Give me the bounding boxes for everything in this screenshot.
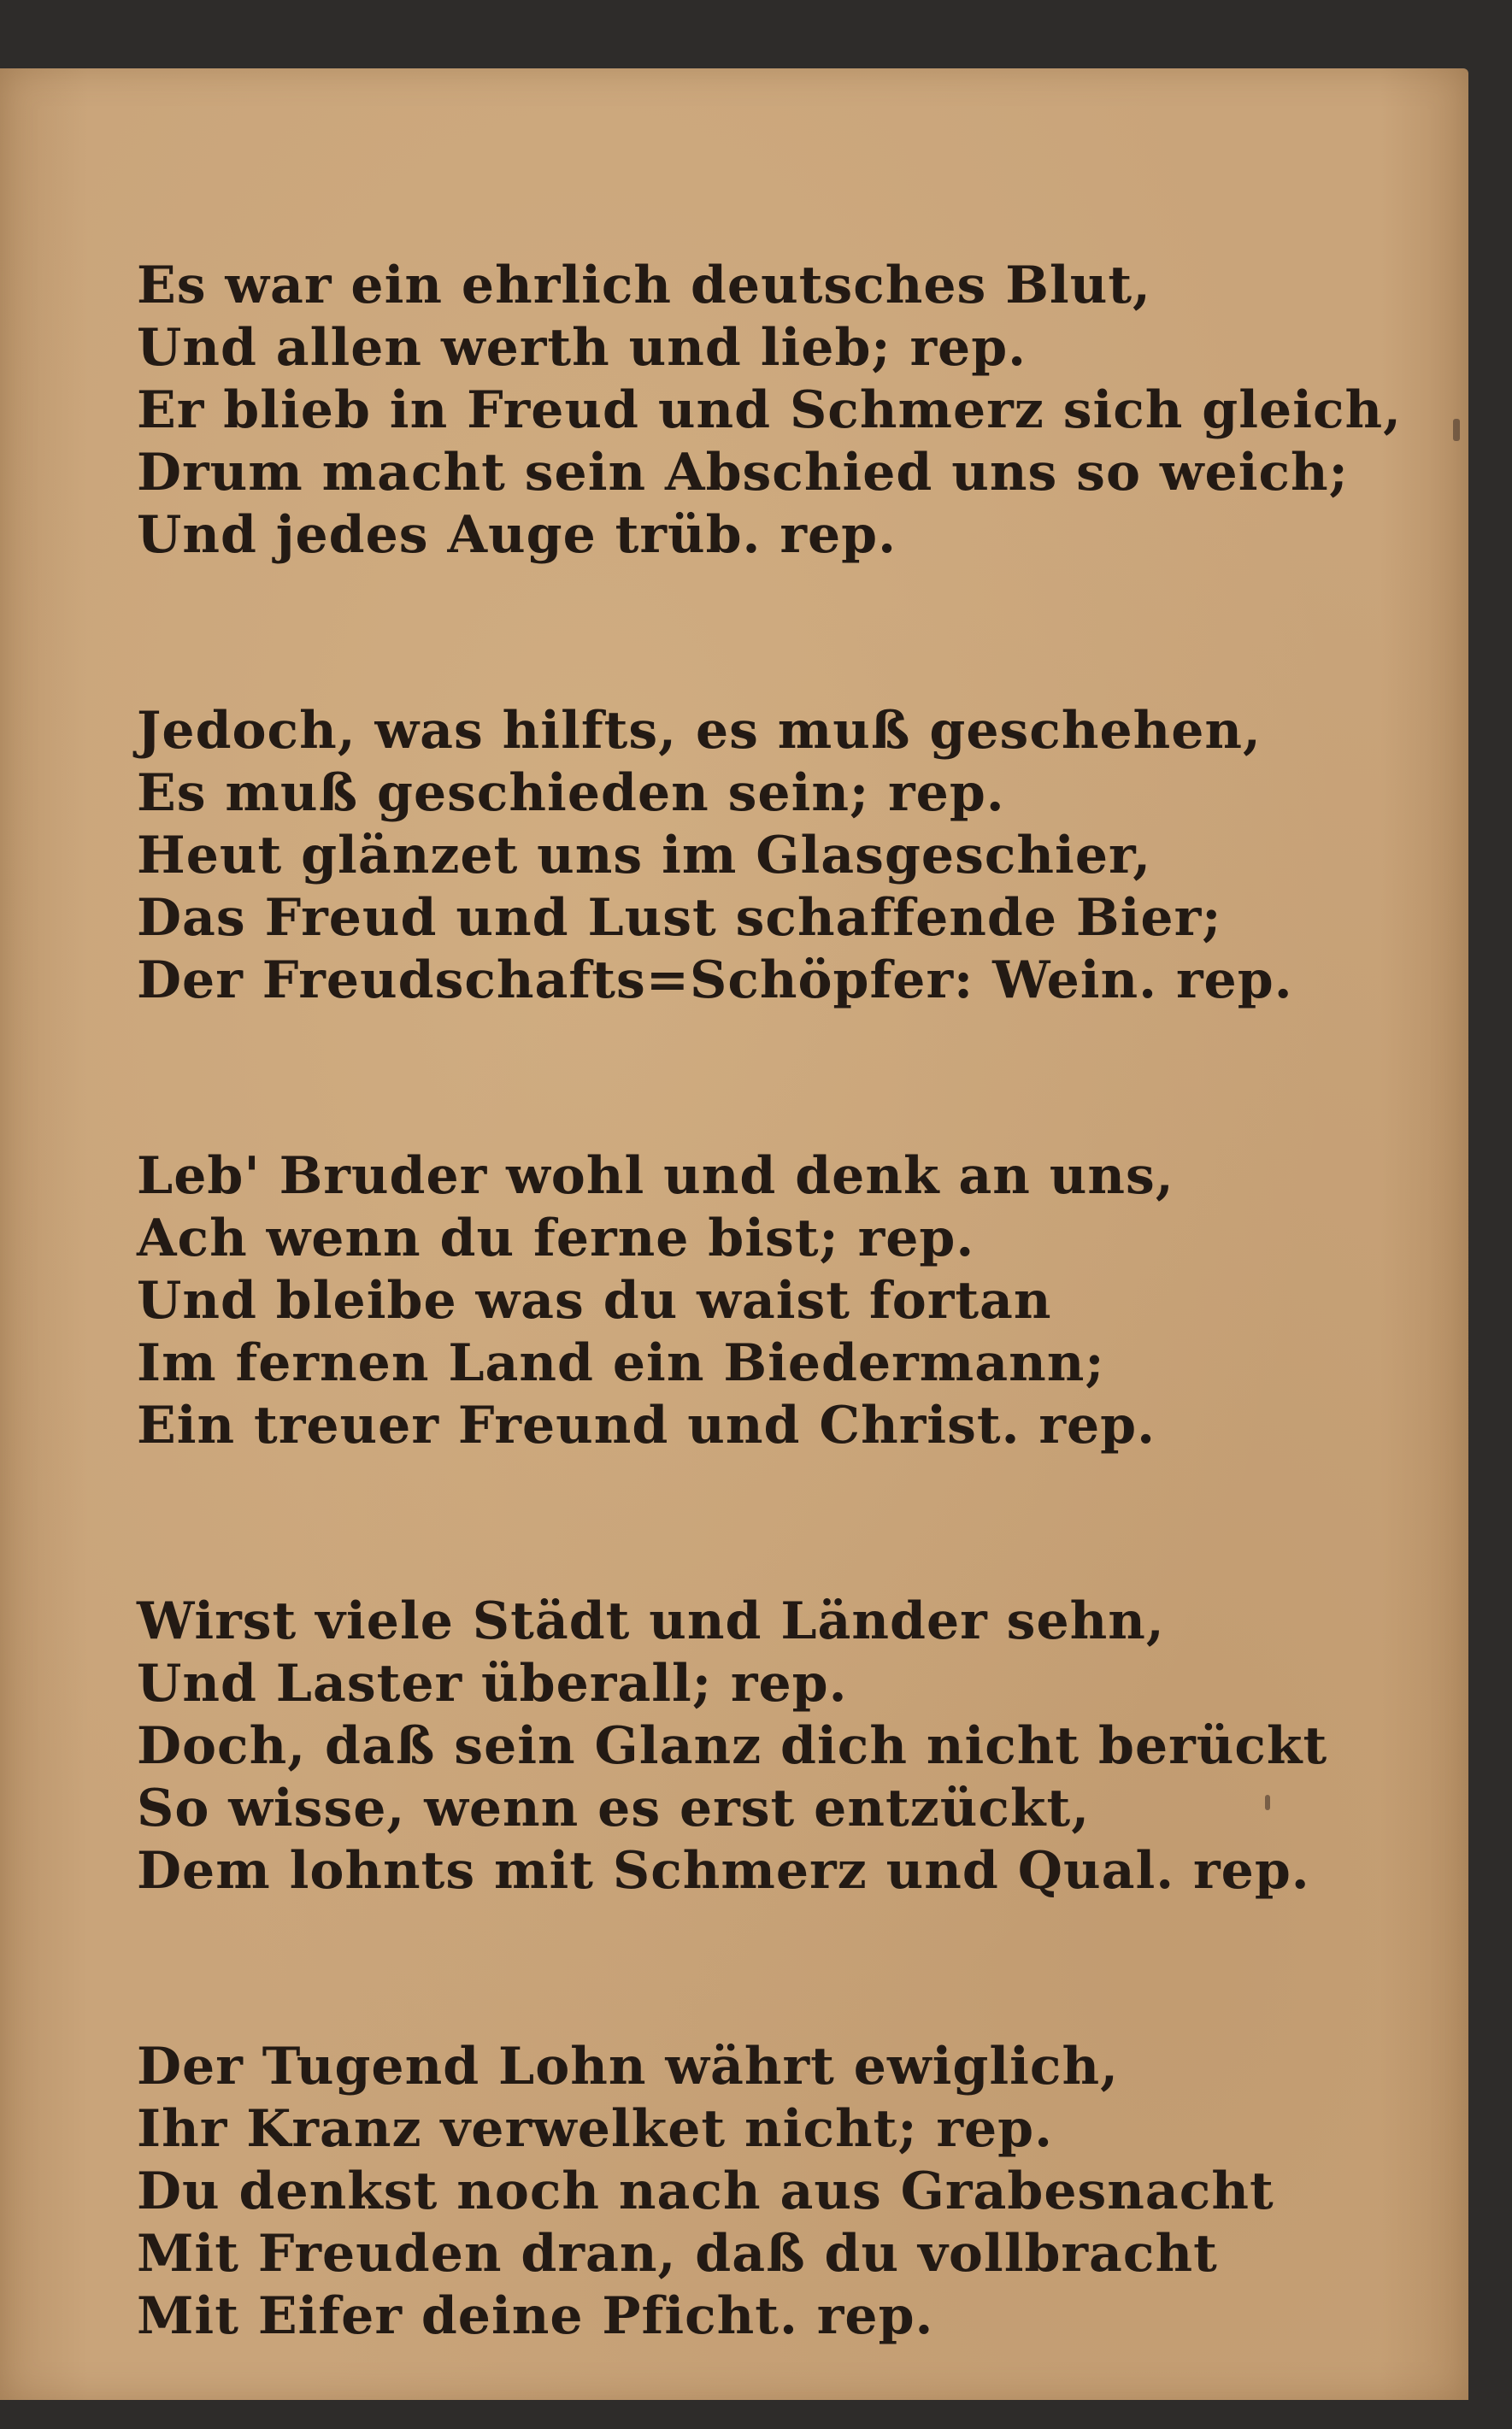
poem: [137, 255, 1403, 2348]
poem-line: Wirst viele Städt und Länder sehn,: [137, 1591, 1165, 1651]
stanza-5: [137, 2036, 1368, 2348]
poem-line: Das Freud und Lust schaffende Bier;: [137, 888, 1222, 948]
stanza-1: [137, 255, 1403, 567]
paper-page: [0, 68, 1468, 2400]
poem-line: Ein treuer Freund und Christ. rep.: [137, 1396, 1156, 1456]
poem-line: So wisse, wenn es erst entzückt,: [137, 1779, 1091, 1838]
poem-line: Und allen werth und lieb; rep.: [137, 318, 1027, 378]
poem-line: Der Tugend Lohn währt ewiglich,: [137, 2037, 1119, 2097]
stanza-2: [137, 700, 1368, 1012]
poem-line: Mit Eifer deine Pficht. rep.: [137, 2286, 934, 2346]
margin-blemish: [1453, 419, 1460, 441]
poem-line: Leb' Bruder wohl und denk an uns,: [137, 1146, 1174, 1206]
poem-line: Ach wenn du ferne bist; rep.: [137, 1209, 975, 1268]
poem-line: Jedoch, was hilfts, es muß geschehen,: [137, 701, 1262, 761]
poem-line: Heut glänzet uns im Glasgeschier,: [137, 826, 1152, 885]
poem-line: Und Laster überall; rep.: [137, 1654, 848, 1714]
poem-line: Drum macht sein Abschied uns so weich;: [137, 443, 1349, 503]
poem-line: Ihr Kranz verwelket nicht; rep.: [137, 2099, 1053, 2159]
poem-line: Es war ein ehrlich deutsches Blut,: [137, 256, 1151, 315]
poem-line: Und jedes Auge trüb. rep.: [137, 505, 897, 565]
poem-line: Im fernen Land ein Biedermann;: [137, 1333, 1105, 1393]
poem-line: Und bleibe was du waist fortan: [137, 1271, 1052, 1331]
poem-line: Mit Freuden dran, daß du vollbracht: [137, 2224, 1218, 2284]
poem-line: Dem lohnts mit Schmerz und Qual. rep.: [137, 1841, 1310, 1901]
margin-blemish: [1265, 1795, 1270, 1810]
poem-line: Du denkst noch nach aus Grabesnacht: [137, 2161, 1274, 2221]
stanza-3: [137, 1145, 1368, 1457]
poem-line: Doch, daß sein Glanz dich nicht berückt: [137, 1716, 1328, 1776]
poem-line: Er blieb in Freud und Schmerz sich gleich,: [137, 380, 1403, 440]
poem-line: Der Freudschafts=Schöpfer: Wein. rep.: [137, 950, 1293, 1010]
poem-line: Es muß geschieden sein; rep.: [137, 763, 1005, 823]
stanza-4: [137, 1591, 1368, 1903]
